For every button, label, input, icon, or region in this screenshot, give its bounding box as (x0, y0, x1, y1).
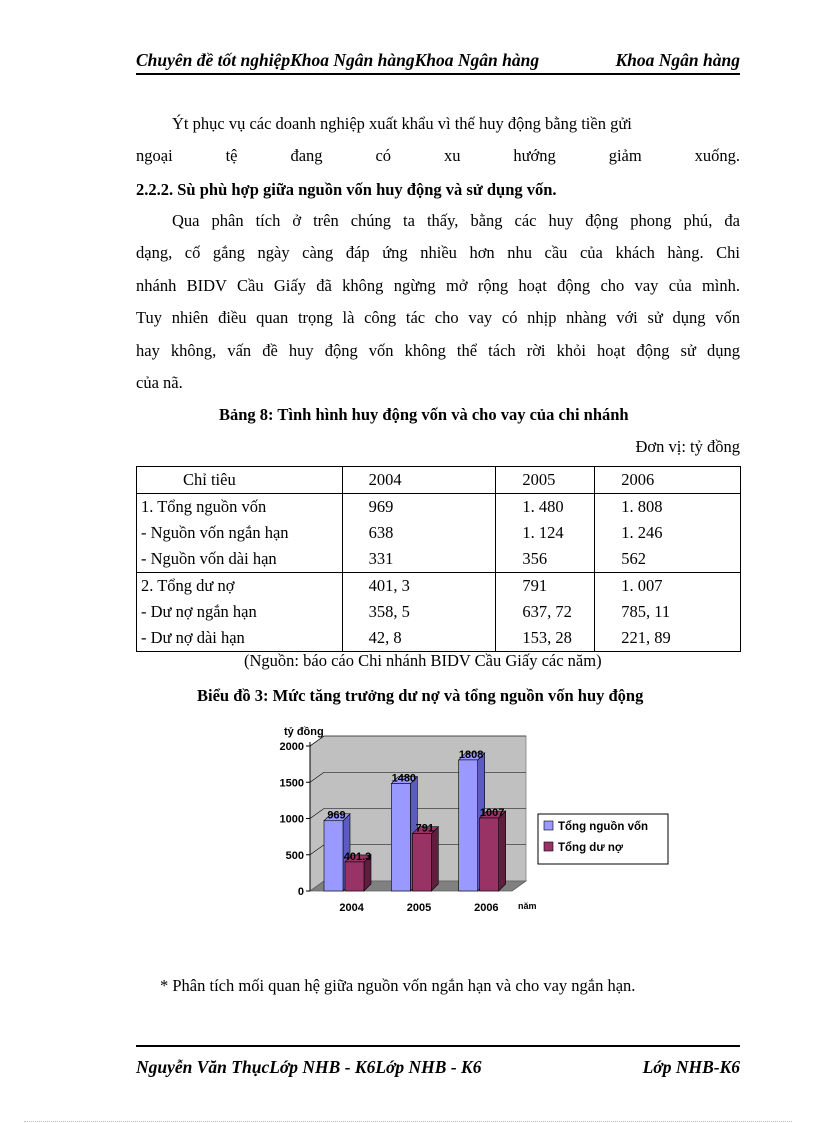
table-cell: 969 (342, 494, 496, 521)
table-source: (Nguồn: báo cáo Chi nhánh BIDV Cầu Giấy các năm) (244, 651, 602, 670)
table-header-row (137, 467, 741, 494)
header-left-text: Chuyên đề tốt nghiệpKhoa Ngân hàngKhoa Ngân hàng (136, 50, 540, 70)
paragraph-line: của nã. (136, 373, 183, 392)
bar-chart (270, 722, 690, 922)
bar (412, 834, 431, 891)
paragraph-line: Ýt phục vụ các doanh nghiệp xuất khẩu vì thế huy động bằng tiền gửi (172, 114, 632, 133)
table-cell: 1. 007 (595, 573, 741, 600)
table-cell: 356 (496, 546, 595, 573)
page-header (136, 49, 740, 75)
table-row (137, 573, 741, 600)
y-tick-label: 2000 (279, 741, 304, 753)
y-axis-label: tỷ đồng (284, 726, 324, 738)
table-cell: - Dư nợ ngắn hạn (137, 599, 343, 625)
bar-side (499, 811, 506, 891)
data-label: 1808 (458, 748, 484, 761)
bar (480, 818, 499, 891)
table-cell: 637, 72 (496, 599, 595, 625)
table-cell: 401, 3 (342, 573, 496, 600)
legend-label: Tổng nguồn vốn (558, 821, 649, 833)
data-label: 969 (327, 809, 346, 822)
page-edge-divider (24, 1121, 792, 1122)
table-cell: 153, 28 (496, 625, 595, 652)
table-header-cell: Chỉ tiêu (137, 467, 343, 494)
table-caption: Bảng 8: Tình hình huy động vốn và cho vay của chi nhánh (219, 405, 629, 424)
legend-label: Tổng dư nợ (558, 842, 624, 854)
legend-swatch (544, 821, 553, 830)
table-cell: 358, 5 (342, 599, 496, 625)
table-row (137, 546, 741, 573)
footer-left-text: Nguyễn Văn ThụcLớp NHB - K6Lớp NHB - K6 (136, 1057, 482, 1077)
x-tick-label: 2005 (406, 902, 432, 914)
table-header-cell: 2005 (496, 467, 595, 494)
table-cell: - Nguồn vốn ngắn hạn (137, 520, 343, 546)
table-row (137, 599, 741, 625)
legend-swatch (544, 842, 553, 851)
x-tick-label: 2006 (474, 902, 499, 914)
data-label: 1007 (479, 806, 505, 819)
table-header-cell: 2006 (595, 467, 741, 494)
y-tick-label: 1500 (279, 777, 304, 790)
y-tick-label: 500 (285, 849, 304, 862)
table-cell: 2. Tổng dư nợ (137, 573, 343, 600)
data-label: 401.3 (343, 850, 372, 863)
word: giảm (608, 146, 642, 165)
table-row (137, 494, 741, 521)
table-header-cell: 2004 (342, 467, 496, 494)
paragraph-line: Qua phân tích ở trên chúng ta thấy, bằng các huy động phong phú, đa (172, 211, 740, 230)
page-footer (136, 1045, 740, 1087)
header-right-text: Khoa Ngân hàng (615, 50, 740, 70)
analysis-note: * Phân tích mối quan hệ giữa nguồn vốn ngắn hạn và cho vay ngắn hạn. (160, 976, 636, 995)
word: có (375, 146, 392, 165)
word: xu (443, 146, 461, 165)
table-cell: 221, 89 (595, 625, 741, 652)
paragraph-justified-line (136, 146, 740, 166)
table-cell: - Nguồn vốn dài hạn (137, 546, 343, 573)
data-label: 791 (415, 822, 435, 835)
paragraph-line: dạng, cố gắng ngày càng đáp ứng nhiều hơn nhu cầu của khách hàng. Chi (136, 243, 740, 262)
table-cell: 331 (342, 546, 496, 573)
word: đang (290, 146, 323, 165)
paragraph-line: nhánh BIDV Cầu Giấy đã không ngừng mở rộng hoạt động cho vay của mình. (136, 276, 740, 295)
word: ngoại (136, 146, 173, 165)
table-cell: 1. 480 (496, 494, 595, 521)
table-row (137, 625, 741, 652)
bar (459, 760, 478, 891)
section-heading: 2.2.2. Sù phù hợp giữa nguồn vốn huy động và sử dụng vốn. (136, 180, 557, 199)
table-cell: 1. 808 (595, 494, 741, 521)
data-label: 1480 (391, 772, 417, 785)
table-cell: 1. Tổng nguồn vốn (137, 494, 343, 521)
table-unit: Đơn vị: tỷ đồng (635, 437, 740, 456)
table-cell: 1. 246 (595, 520, 741, 546)
table-cell: 42, 8 (342, 625, 496, 652)
table-cell: 785, 11 (595, 599, 741, 625)
paragraph-line: Tuy nhiên điều quan trọng là công tác cho vay có nhịp nhàng với sử dụng vốn (136, 308, 740, 327)
bar (345, 862, 364, 891)
footer-right-text: Lớp NHB-K6 (642, 1057, 740, 1077)
y-tick-label: 1000 (279, 813, 304, 826)
table-cell: 791 (496, 573, 595, 600)
word: xuống. (694, 146, 740, 165)
word: tệ (225, 146, 238, 165)
table-cell: - Dư nợ dài hạn (137, 625, 343, 652)
y-tick-label: 0 (297, 886, 304, 898)
paragraph-line: hay không, vấn đề huy động vốn không thể tách rời khỏi hoạt động sử dụng (136, 341, 740, 360)
data-table (136, 466, 741, 652)
table-cell: 562 (595, 546, 741, 573)
bar (324, 821, 343, 891)
word: hướng (513, 146, 556, 165)
bar (391, 784, 410, 891)
table-cell: 638 (342, 520, 496, 546)
table-row (137, 520, 741, 546)
x-axis-label: năm (518, 901, 537, 911)
table-cell: 1. 124 (496, 520, 595, 546)
bar-side (431, 827, 438, 891)
chart-caption: Biểu đồ 3: Mức tăng trưởng dư nợ và tổng nguồn vốn huy động (197, 686, 644, 705)
x-tick-label: 2004 (339, 902, 364, 914)
